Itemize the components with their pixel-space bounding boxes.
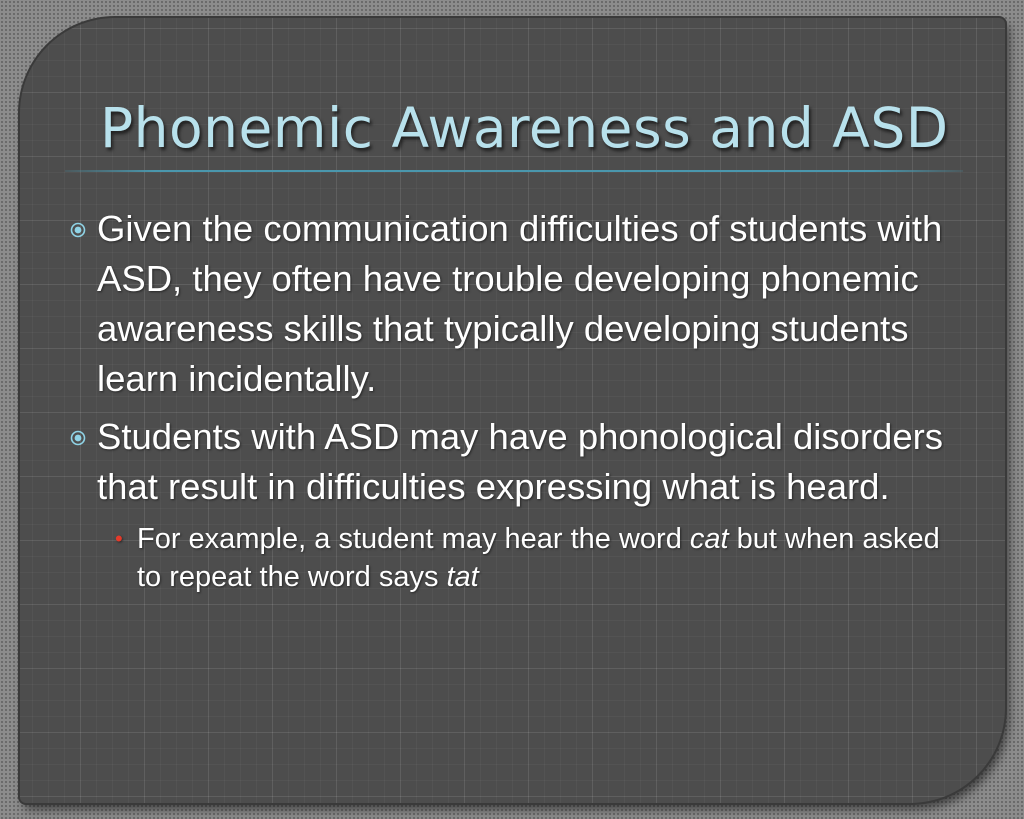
circle-dot-icon [70,222,86,238]
example-word-heard: cat [689,523,729,555]
sub-bullet-item [70,520,970,596]
example-word-said: tat [446,561,479,593]
bullet-item [70,204,970,404]
bullet-text: Given the communication difficulties of students with ASD, they often have trouble developing phonemic awareness skills that typically developing students learn incidentally. [97,208,943,399]
slide-title: Phonemic Awareness and ASD [100,96,949,160]
bullet-text: Students with ASD may have phonological disorders that result in difficulties expressing what is heard. [97,416,944,507]
title-underline [65,170,963,172]
slide-panel [20,18,1005,803]
dot-icon: • [115,526,123,551]
circle-dot-icon [70,430,86,446]
sub-bullet-text-part1: For example, a student may hear the word [137,523,690,555]
sub-bullet-text-part2: but when asked to repeat the word says [137,523,940,593]
slide-body [70,204,970,596]
bullet-item [70,412,970,512]
